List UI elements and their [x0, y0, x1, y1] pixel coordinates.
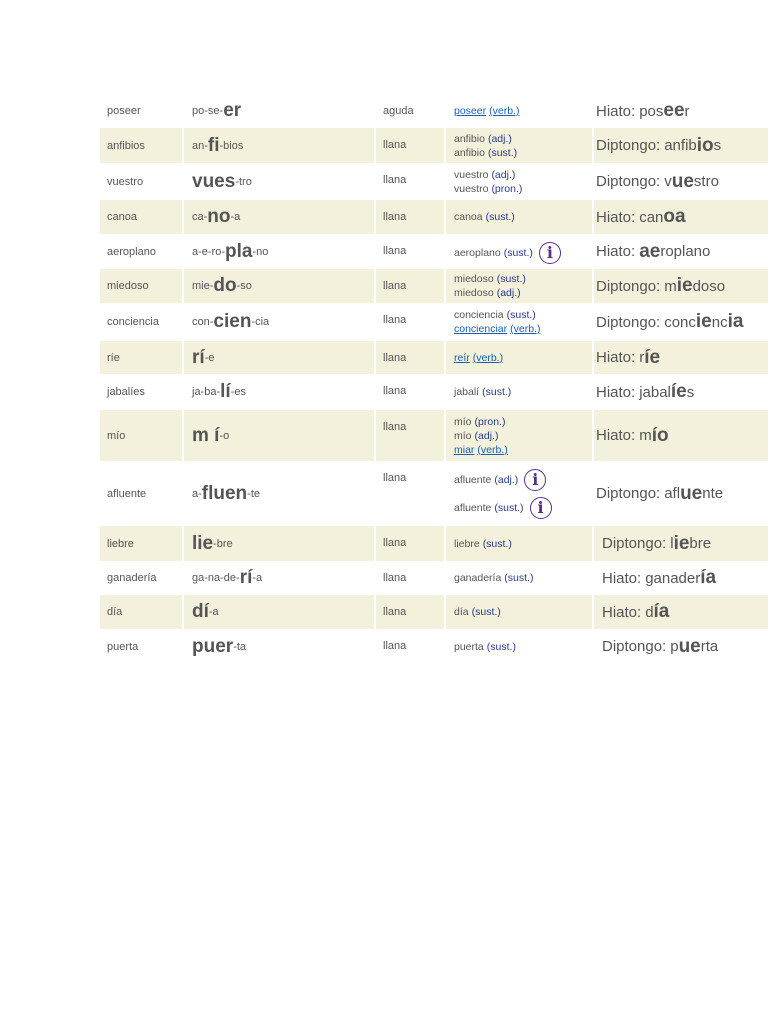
part-of-speech: (adj.): [487, 132, 512, 145]
word-text: puerta: [107, 640, 139, 653]
highlighted-vowels: ee: [663, 100, 685, 121]
phenomenon-text: doso: [692, 277, 726, 295]
accent-type-cell: [376, 629, 444, 664]
part-of-speech: (sust.): [485, 211, 515, 223]
meaning-word: miedoso: [454, 287, 494, 299]
meaning-word: aeroplano: [454, 247, 501, 259]
accent-type-cell: [376, 595, 444, 629]
syllable-text: ja-ba-: [192, 386, 221, 398]
word-text: canoa: [107, 211, 137, 223]
info-icon[interactable]: i: [530, 497, 552, 519]
accent-type: llana: [383, 211, 407, 223]
accent-type-cell: [376, 526, 444, 561]
meaning-link[interactable]: [454, 351, 503, 365]
table-row: [100, 410, 768, 461]
part-of-speech: (sust.): [494, 501, 524, 514]
phenomenon-label: Diptongo:: [596, 173, 661, 190]
phenomenon-cell: [594, 163, 768, 200]
highlighted-vowels: ue: [678, 635, 701, 657]
phenomenon-cell: [594, 561, 768, 595]
meanings-cell: [446, 595, 592, 629]
syllable-text: -no: [252, 245, 269, 258]
part-of-speech[interactable]: (verb.): [510, 323, 541, 335]
accent-type: llana: [383, 385, 407, 397]
word-text: jabalíes: [107, 386, 145, 398]
meaning-word: afluente: [454, 473, 492, 486]
syllable-text: -a: [230, 211, 241, 223]
meaning-word: anfibio: [454, 132, 485, 145]
phenomenon-label: Hiato:: [602, 603, 642, 621]
phenomenon-text: conc: [664, 313, 696, 331]
part-of-speech[interactable]: (verb.): [489, 105, 520, 117]
meaning-entry: [454, 605, 501, 619]
syllable-text: -te: [247, 487, 261, 500]
word-cell: [100, 200, 182, 234]
accent-type-cell: [376, 341, 444, 374]
meanings-cell: [446, 461, 592, 526]
meaning-entry: [454, 210, 515, 224]
phenomenon-text: r: [639, 349, 645, 366]
meaning-word: puerta: [454, 640, 484, 653]
syllable-text: -es: [230, 386, 246, 398]
word-cell: [100, 234, 182, 269]
meaning-entry: [454, 308, 536, 322]
accent-type: llana: [383, 472, 407, 484]
part-of-speech: (sust.): [486, 640, 516, 653]
phenomenon-label: Hiato:: [596, 349, 636, 366]
accent-type: llana: [383, 537, 407, 549]
part-of-speech: (sust.): [482, 386, 512, 398]
meanings-cell: [446, 269, 592, 303]
meaning-entry: [454, 272, 526, 286]
word-cell: [100, 303, 182, 341]
highlighted-vowels: ue: [680, 482, 703, 504]
syllables-cell: [184, 128, 374, 163]
part-of-speech: (sust.): [496, 273, 526, 285]
accent-type: llana: [383, 314, 407, 326]
phenomenon-text: rta: [700, 638, 719, 655]
syllable-text: con-: [192, 316, 214, 328]
word-text: mío: [107, 429, 126, 442]
syllables-cell: [184, 303, 374, 341]
syllable-text: a-e-ro-: [192, 245, 226, 258]
meaning-word: mío: [454, 415, 472, 428]
meaning-word: miedoso: [454, 273, 494, 285]
phenomenon-label: Diptongo:: [602, 638, 667, 655]
syllable-text: -e: [204, 351, 215, 364]
phenomenon-text: s: [686, 383, 695, 401]
syllables-cell: [184, 629, 374, 664]
word-cell: [100, 526, 182, 561]
part-of-speech: (adj.): [494, 473, 519, 486]
syllable-text: an-: [192, 139, 208, 152]
accent-type: llana: [383, 245, 407, 257]
meaning-word: afluente: [454, 501, 492, 514]
part-of-speech[interactable]: (verb.): [472, 351, 504, 364]
stressed-syllable: puer: [192, 635, 234, 657]
stressed-syllable: dí: [192, 601, 209, 622]
word-text: miedoso: [107, 280, 149, 292]
accent-type: llana: [383, 174, 407, 186]
stressed-syllable: fluen: [201, 482, 248, 504]
highlighted-vowels: ío: [651, 424, 669, 446]
phenomenon-text: nte: [702, 485, 724, 502]
word-text: liebre: [107, 537, 134, 550]
phenomenon-cell: [594, 526, 768, 561]
table-row: [100, 629, 768, 664]
meaning-entry: [454, 537, 512, 551]
phenomenon-text: jabal: [639, 383, 671, 401]
accent-type-cell: [376, 374, 444, 410]
table-row: [100, 128, 768, 163]
word-cell: [100, 629, 182, 664]
phenomenon-label: Diptongo:: [596, 137, 661, 154]
part-of-speech: (adj.): [496, 287, 521, 299]
part-of-speech: (sust.): [504, 572, 534, 584]
accent-type: llana: [383, 352, 407, 364]
part-of-speech: (pron.): [474, 415, 506, 428]
meanings-cell: [446, 374, 592, 410]
meaning-word: liebre: [454, 537, 480, 550]
meaning-word: vuestro: [454, 182, 489, 195]
table-row: [100, 269, 768, 303]
phenomenon-text: r: [684, 102, 690, 120]
highlighted-vowels: ía: [700, 567, 717, 588]
part-of-speech: (sust.): [506, 309, 536, 321]
word-text: vuestro: [107, 175, 144, 188]
accent-type-cell: [376, 200, 444, 234]
highlighted-vowels: oa: [663, 206, 686, 227]
phenomenon-label: Hiato:: [596, 383, 636, 401]
info-icon[interactable]: i: [524, 469, 546, 491]
phenomenon-label: Hiato:: [596, 208, 636, 226]
syllables-cell: [184, 526, 374, 561]
phenomenon-label: Hiato:: [596, 427, 636, 444]
meaning-entry: [454, 286, 521, 300]
phenomenon-text: s: [713, 137, 722, 154]
highlighted-vowels: ía: [653, 601, 670, 622]
meaning-entry: [454, 182, 522, 196]
meaning-entry: [454, 497, 552, 519]
phenomenon-cell: [594, 410, 768, 461]
syllable-text: -a: [252, 572, 263, 584]
meanings-cell: [446, 410, 592, 461]
stressed-syllable: fi: [207, 134, 220, 156]
table-row: [100, 163, 768, 200]
word-cell: [100, 410, 182, 461]
phenomenon-text: m: [664, 277, 677, 295]
table-row: [100, 341, 768, 374]
meaning-word: poseer: [454, 105, 487, 117]
meaning-entry: [454, 640, 516, 654]
table-row: [100, 561, 768, 595]
syllable-text: ga-na-de-: [192, 572, 240, 584]
accent-type: llana: [383, 280, 407, 292]
meanings-cell: [446, 200, 592, 234]
meanings-cell: [446, 561, 592, 595]
accent-type-cell: [376, 269, 444, 303]
syllable-text: -so: [236, 280, 252, 292]
meanings-cell: [446, 303, 592, 341]
accent-type-cell: [376, 163, 444, 200]
part-of-speech: (pron.): [491, 182, 523, 195]
phenomenon-text: d: [645, 603, 654, 621]
phenomenon-text: afl: [664, 485, 681, 502]
phenomenon-cell: [594, 200, 768, 234]
accent-type-cell: [376, 303, 444, 341]
syllable-text: -bre: [213, 537, 233, 550]
phenomenon-label: Hiato:: [596, 102, 636, 120]
meaning-word: concienciar: [454, 323, 508, 335]
meaning-word: mío: [454, 429, 472, 442]
phenomenon-cell: [594, 374, 768, 410]
table-row: [100, 526, 768, 561]
stressed-syllable: lí: [220, 381, 231, 402]
word-text: conciencia: [107, 316, 159, 328]
highlighted-vowels: ue: [671, 170, 694, 192]
highlighted-vowels: ae: [639, 240, 661, 262]
part-of-speech[interactable]: (verb.): [477, 443, 508, 456]
meaning-entry: [454, 469, 546, 491]
meanings-cell: [446, 629, 592, 664]
table-row: [100, 94, 768, 128]
stressed-syllable: m í: [192, 424, 220, 446]
meaning-link[interactable]: [454, 322, 540, 336]
meaning-entry: [454, 385, 511, 399]
phenomenon-cell: [594, 128, 768, 163]
syllables-cell: [184, 561, 374, 595]
phenomenon-cell: [594, 595, 768, 629]
meanings-cell: [446, 341, 592, 374]
meanings-cell: [446, 163, 592, 200]
phenomenon-label: Hiato:: [596, 243, 636, 260]
info-icon[interactable]: i: [539, 242, 561, 264]
meaning-word: conciencia: [454, 309, 504, 321]
meaning-word: jabalí: [454, 386, 480, 398]
meaning-entry: [454, 168, 515, 182]
highlighted-vowels: íe: [670, 381, 687, 402]
meaning-word: anfibio: [454, 146, 485, 159]
stressed-syllable: rí: [192, 346, 205, 368]
meanings-cell: [446, 94, 592, 128]
part-of-speech: (adj.): [491, 168, 516, 181]
accent-type: llana: [383, 572, 407, 584]
phenomenon-cell: [594, 341, 768, 374]
stressed-syllable: do: [213, 275, 237, 296]
syllables-cell: [184, 374, 374, 410]
word-cell: [100, 94, 182, 128]
phenomenon-label: Hiato:: [602, 569, 642, 587]
stressed-syllable: lie: [192, 532, 214, 554]
word-cell: [100, 595, 182, 629]
part-of-speech: (adj.): [474, 429, 499, 442]
phenomenon-cell: [594, 269, 768, 303]
phenomenon-label: Diptongo:: [596, 277, 661, 295]
word-cell: [100, 374, 182, 410]
phenomenon-text: v: [664, 173, 672, 190]
highlighted-vowels: ie: [673, 532, 690, 554]
phenomenon-text: bre: [689, 535, 712, 552]
phenomenon-text: roplano: [660, 243, 711, 260]
phenomenon-label: Diptongo:: [596, 485, 661, 502]
word-cell: [100, 461, 182, 526]
syllable-text: -tro: [235, 175, 252, 188]
meaning-link[interactable]: [454, 104, 519, 118]
word-cell: [100, 163, 182, 200]
phenomenon-text: ganader: [645, 569, 701, 587]
phenomenon-text: can: [639, 208, 664, 226]
word-text: anfibios: [107, 139, 145, 152]
syllable-text: -cia: [251, 316, 270, 328]
stressed-syllable: cien: [213, 311, 252, 332]
table-row: [100, 303, 768, 341]
word-text: ríe: [107, 351, 120, 364]
phenomenon-cell: [594, 461, 768, 526]
phenomenon-cell: [594, 94, 768, 128]
meaning-word: canoa: [454, 211, 483, 223]
meanings-cell: [446, 128, 592, 163]
highlighted-vowels: íe: [644, 346, 661, 368]
table-row: [100, 461, 768, 526]
phenomenon-cell: [594, 234, 768, 269]
table-row: [100, 374, 768, 410]
highlighted-vowels: ia: [727, 311, 744, 332]
meaning-word: ganadería: [454, 572, 502, 584]
part-of-speech: (sust.): [482, 537, 512, 550]
accent-type-cell: [376, 461, 444, 526]
syllable-text: -a: [208, 606, 219, 618]
phenomenon-text: pos: [639, 102, 664, 120]
word-cell: [100, 561, 182, 595]
syllables-cell: [184, 410, 374, 461]
table-row: [100, 234, 768, 269]
phenomenon-text: stro: [693, 173, 719, 190]
highlighted-vowels: ie: [676, 275, 693, 296]
phenomenon-label: Diptongo:: [596, 313, 661, 331]
word-text: ganadería: [107, 572, 157, 584]
syllables-cell: [184, 461, 374, 526]
part-of-speech: (sust.): [471, 606, 501, 618]
phenomenon-cell: [594, 629, 768, 664]
stressed-syllable: pla: [225, 240, 253, 262]
accent-type: llana: [383, 606, 407, 618]
word-cell: [100, 341, 182, 374]
phenomenon-text: anfib: [664, 137, 697, 154]
meaning-entry: [454, 429, 498, 443]
syllable-text: -ta: [233, 640, 247, 653]
meaning-entry: [454, 571, 533, 585]
table-row: [100, 200, 768, 234]
meaning-word: día: [454, 606, 469, 618]
meaning-word: miar: [454, 443, 475, 456]
accent-type-cell: [376, 234, 444, 269]
phenomenon-text: l: [670, 535, 674, 552]
syllable-text: a-: [192, 487, 202, 500]
accent-type: llana: [383, 139, 407, 151]
accent-type: llana: [383, 640, 407, 652]
stressed-syllable: er: [223, 100, 242, 121]
accent-type-cell: [376, 128, 444, 163]
stressed-syllable: rí: [239, 567, 253, 588]
table-row: [100, 595, 768, 629]
accent-type-cell: [376, 94, 444, 128]
meaning-entry: [454, 132, 512, 146]
accent-type-cell: [376, 561, 444, 595]
syllable-text: -o: [219, 429, 230, 442]
phenomenon-text: m: [639, 427, 652, 444]
meaning-entry: [454, 242, 561, 264]
syllables-cell: [184, 94, 374, 128]
part-of-speech: (sust.): [487, 146, 518, 159]
stressed-syllable: vues: [192, 170, 236, 192]
phenomenon-text: nc: [711, 313, 728, 331]
meaning-word: vuestro: [454, 168, 489, 181]
word-text: día: [107, 606, 123, 618]
meaning-link[interactable]: [454, 443, 508, 457]
syllable-text: -bios: [219, 139, 244, 152]
highlighted-vowels: ie: [695, 311, 712, 332]
highlighted-vowels: io: [696, 134, 714, 156]
accent-type-cell: [376, 410, 444, 461]
syllables-cell: [184, 163, 374, 200]
meaning-entry: [454, 415, 505, 429]
phenomenon-label: Diptongo:: [602, 535, 667, 552]
syllable-text: mie-: [192, 280, 214, 292]
word-cell: [100, 269, 182, 303]
word-cell: [100, 128, 182, 163]
word-text: afluente: [107, 487, 147, 500]
syllables-cell: [184, 269, 374, 303]
phenomenon-cell: [594, 303, 768, 341]
meaning-entry: [454, 146, 517, 160]
word-text: aeroplano: [107, 245, 156, 258]
syllable-text: po-se-: [192, 105, 224, 117]
word-text: poseer: [107, 105, 141, 117]
syllables-cell: [184, 595, 374, 629]
syllables-cell: [184, 341, 374, 374]
meaning-word: reír: [454, 351, 470, 364]
stressed-syllable: no: [207, 206, 231, 227]
syllables-cell: [184, 234, 374, 269]
phenomenon-text: p: [670, 638, 679, 655]
accent-type: llana: [383, 421, 407, 433]
accent-type: aguda: [383, 105, 414, 117]
syllable-text: ca-: [192, 211, 208, 223]
syllables-cell: [184, 200, 374, 234]
part-of-speech: (sust.): [503, 247, 533, 259]
meanings-cell: [446, 234, 592, 269]
word-analysis-table: [100, 94, 768, 664]
meanings-cell: [446, 526, 592, 561]
